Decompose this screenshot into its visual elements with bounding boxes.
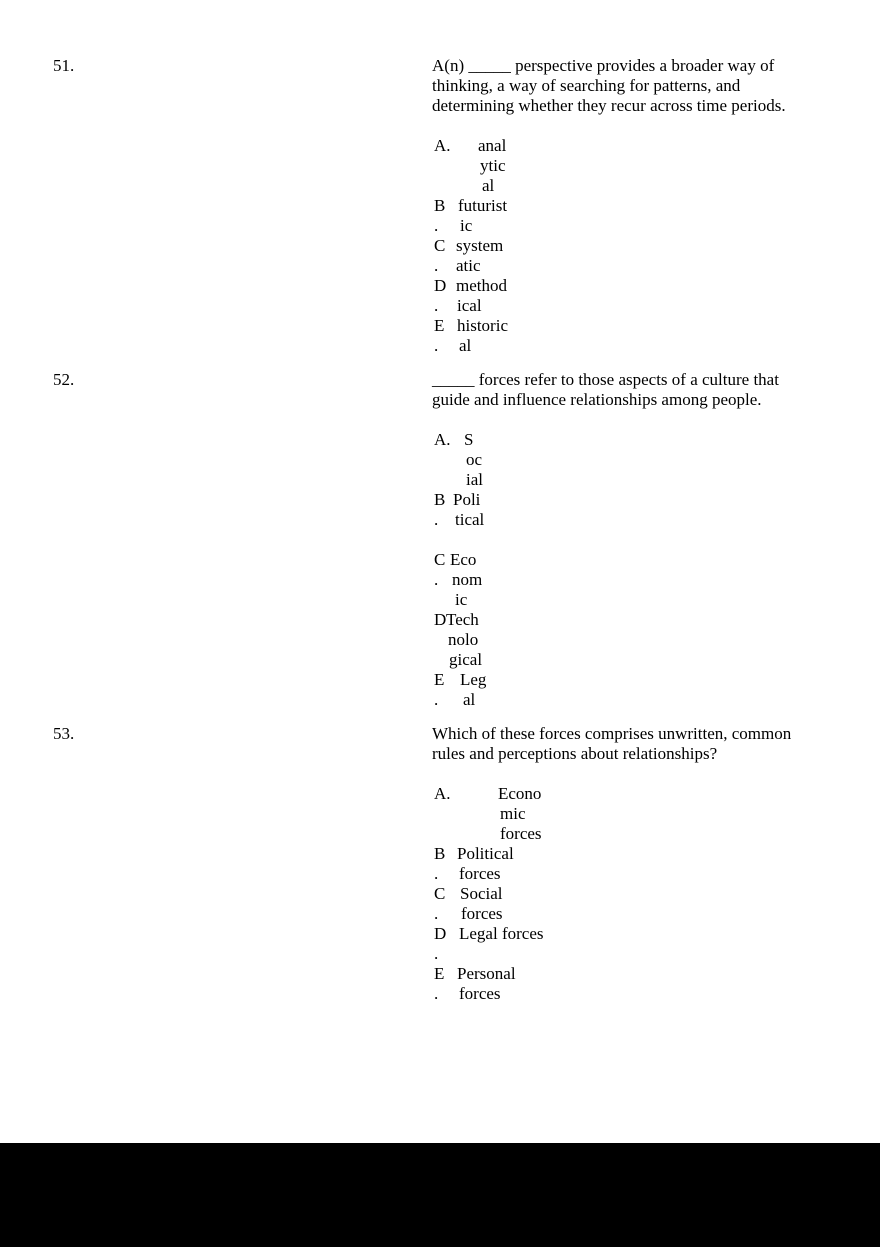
- option-letter: .: [434, 336, 439, 355]
- option-row: [432, 236, 842, 256]
- option-letter: .: [434, 690, 439, 709]
- option-letter: E: [434, 670, 445, 689]
- option-letter: C: [434, 236, 446, 255]
- option-letter: .: [434, 904, 439, 923]
- question-prompt-line: A(n) _____ perspective provides a broader way of: [432, 56, 775, 75]
- options-list: [432, 136, 842, 356]
- option-letter: E: [434, 316, 445, 335]
- option-row: [432, 136, 842, 156]
- question-number: 51.: [53, 56, 75, 75]
- option-letter: B: [434, 844, 446, 863]
- question-body: [432, 370, 842, 710]
- option-text: al: [459, 336, 472, 355]
- question-prompt-line: determining whether they recur across time periods.: [432, 96, 786, 115]
- option-row: [432, 316, 842, 336]
- option-text: ial: [466, 470, 483, 489]
- option-letter: D: [434, 610, 447, 629]
- option-row: [432, 196, 842, 216]
- option-text: historic: [457, 316, 508, 335]
- question-prompt: [432, 370, 842, 410]
- option-row: [432, 590, 842, 610]
- option-row: [432, 490, 842, 510]
- option-text: Eco: [450, 550, 477, 569]
- option-text: nolo: [448, 630, 479, 649]
- option-row: [432, 450, 842, 470]
- option-row: [432, 844, 842, 864]
- option-text: Leg: [460, 670, 487, 689]
- option-row: [432, 550, 842, 570]
- option-letter: .: [434, 570, 439, 589]
- option-text: al: [482, 176, 495, 195]
- option-text: Social: [460, 884, 503, 903]
- option-text: Tech: [446, 610, 479, 629]
- option-letter: .: [434, 510, 439, 529]
- option-text: mic: [500, 804, 526, 823]
- question-prompt-line: guide and influence relationships among people.: [432, 390, 762, 409]
- options-list: [432, 784, 842, 1004]
- option-text: futurist: [458, 196, 508, 215]
- option-row: [432, 864, 842, 884]
- option-letter: D: [434, 924, 447, 943]
- option-text: forces: [500, 824, 542, 843]
- question-body: [432, 56, 842, 356]
- option-row: [432, 470, 842, 490]
- option-text: method: [456, 276, 507, 295]
- option-letter: .: [434, 984, 439, 1003]
- option-row: [432, 824, 842, 844]
- option-row: [432, 630, 842, 650]
- option-row: [432, 570, 842, 590]
- option-letter: B: [434, 196, 446, 215]
- option-text: tical: [455, 510, 485, 529]
- option-text: ic: [460, 216, 473, 235]
- option-text: ical: [457, 296, 482, 315]
- option-text: Poli: [453, 490, 481, 509]
- question-prompt-line: Which of these forces comprises unwritten, common: [432, 724, 792, 743]
- question-block: [53, 724, 853, 1004]
- option-text: Personal: [457, 964, 516, 983]
- prompt-options-spacer: [432, 764, 842, 784]
- option-row: [432, 156, 842, 176]
- option-letter: .: [434, 256, 439, 275]
- options-list: [432, 430, 842, 710]
- question-prompt-line: thinking, a way of searching for patterns, and: [432, 76, 741, 95]
- option-row: [432, 336, 842, 356]
- question-number: 53.: [53, 724, 75, 743]
- option-text: system: [456, 236, 504, 255]
- option-text: Political: [457, 844, 514, 863]
- option-row: [432, 784, 842, 804]
- option-letter: A.: [434, 136, 451, 155]
- option-letter: A.: [434, 784, 451, 803]
- option-text: atic: [456, 256, 481, 275]
- option-text: oc: [466, 450, 483, 469]
- prompt-options-spacer: [432, 410, 842, 430]
- option-letter: C: [434, 550, 446, 569]
- option-row: [432, 510, 842, 530]
- bottom-black-bar: [0, 1143, 880, 1247]
- option-text: gical: [449, 650, 483, 669]
- option-row: [432, 610, 842, 630]
- option-text: al: [463, 690, 476, 709]
- option-row: [432, 430, 842, 450]
- option-row: [432, 256, 842, 276]
- option-row: [432, 904, 842, 924]
- question-block: [53, 370, 853, 710]
- option-text: anal: [478, 136, 507, 155]
- option-letter: B: [434, 490, 446, 509]
- option-row: [432, 176, 842, 196]
- option-letter: E: [434, 964, 445, 983]
- option-row: [432, 924, 842, 944]
- option-row: [432, 804, 842, 824]
- option-row: [432, 276, 842, 296]
- option-row: [432, 984, 842, 1004]
- option-text: nom: [452, 570, 483, 589]
- option-text: ic: [455, 590, 468, 609]
- option-letter: .: [434, 296, 439, 315]
- option-row: [432, 964, 842, 984]
- question-prompt: [432, 56, 842, 116]
- question-body: [432, 724, 842, 1004]
- option-letter: .: [434, 216, 439, 235]
- page-content: [53, 56, 853, 1018]
- option-row: [432, 216, 842, 236]
- option-row: [432, 650, 842, 670]
- option-letter: D: [434, 276, 447, 295]
- question-number: 52.: [53, 370, 75, 389]
- option-text: Legal forces: [459, 924, 544, 943]
- option-text: Econo: [498, 784, 542, 803]
- option-row: [432, 884, 842, 904]
- option-letter: C: [434, 884, 446, 903]
- option-row: [432, 296, 842, 316]
- question-prompt-line: rules and perceptions about relationships?: [432, 744, 718, 763]
- question-prompt-line: _____ forces refer to those aspects of a culture that: [432, 370, 779, 389]
- blank-row: [432, 530, 842, 550]
- option-row: [432, 670, 842, 690]
- option-row: [432, 690, 842, 710]
- question-block: [53, 56, 853, 356]
- option-letter: .: [434, 944, 439, 963]
- option-text: S: [464, 430, 474, 449]
- option-text: forces: [461, 904, 503, 923]
- prompt-options-spacer: [432, 116, 842, 136]
- option-letter: .: [434, 864, 439, 883]
- option-text: forces: [459, 984, 501, 1003]
- option-text: ytic: [480, 156, 506, 175]
- option-text: forces: [459, 864, 501, 883]
- question-prompt: [432, 724, 842, 764]
- option-row: [432, 944, 842, 964]
- option-letter: A.: [434, 430, 451, 449]
